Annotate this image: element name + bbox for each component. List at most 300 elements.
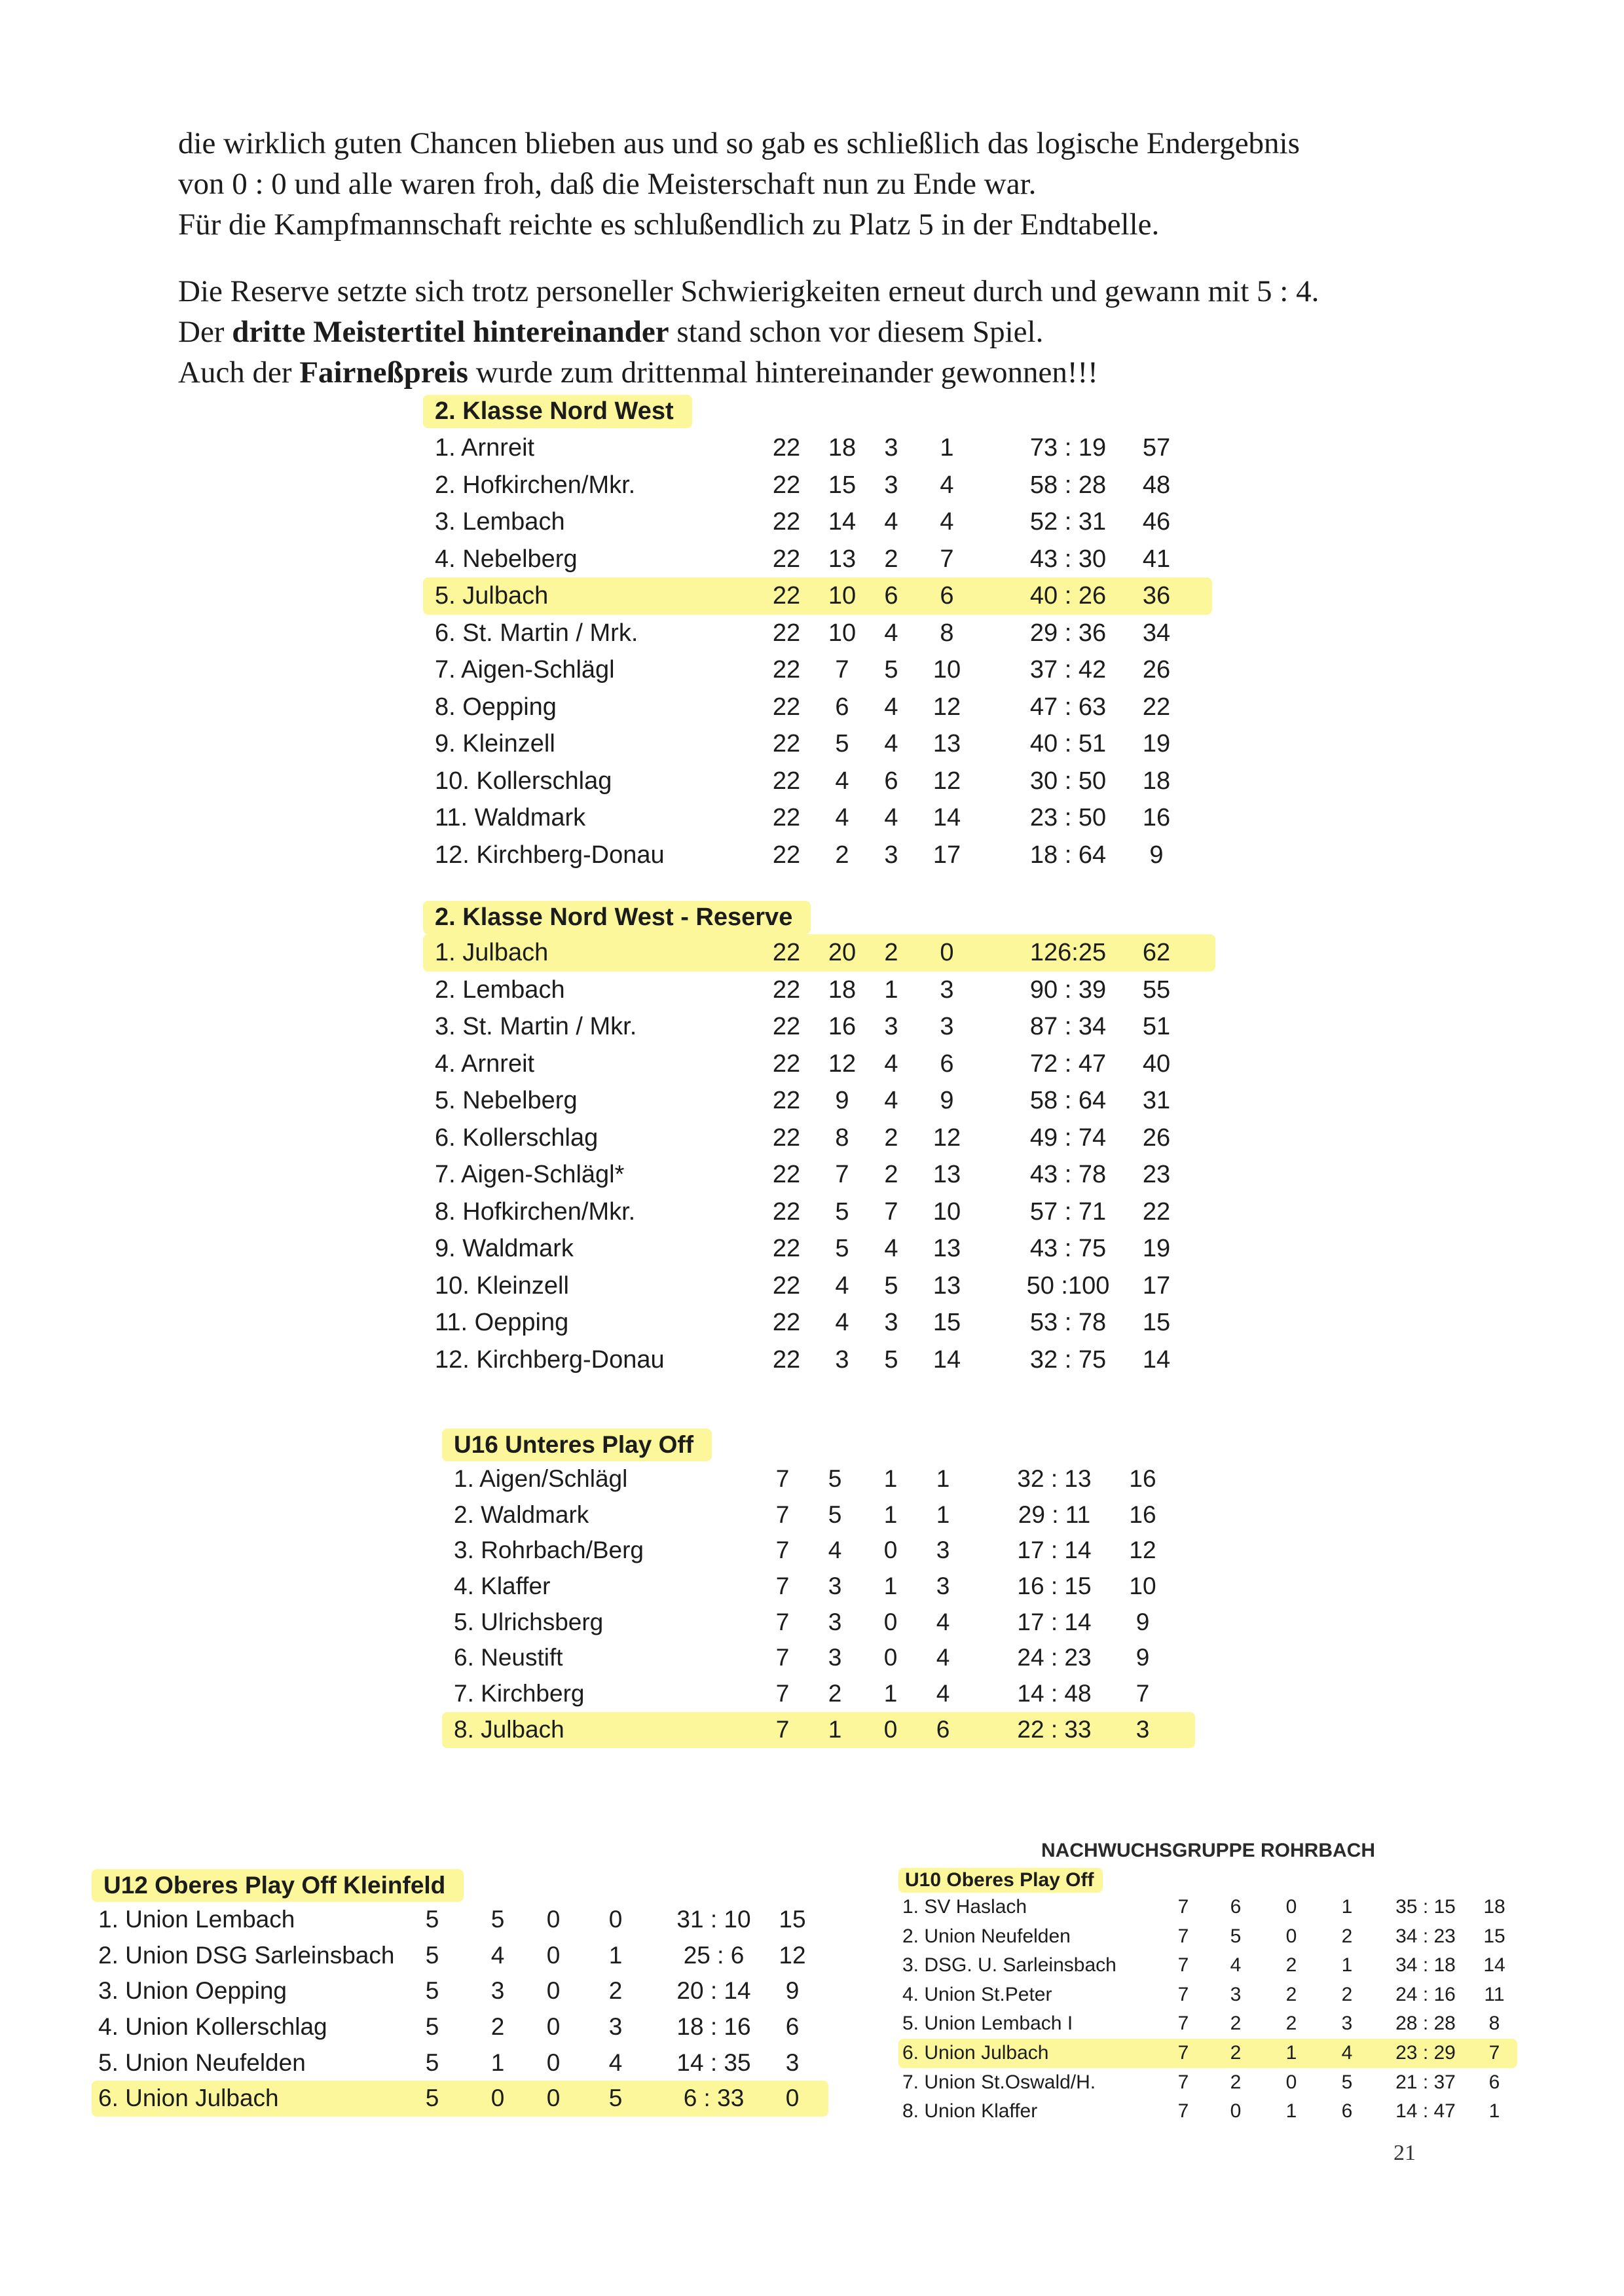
standings-table-u12 <box>92 1869 832 2117</box>
cell-u: 2 <box>1285 1983 1297 2005</box>
cell-s: 14 <box>828 508 857 536</box>
table-row <box>92 1902 832 1938</box>
cell-sp: 22 <box>772 939 801 966</box>
cell-team: 12. Kirchberg-Donau <box>435 1345 665 1374</box>
cell-s: 2 <box>1230 2041 1242 2064</box>
table-row <box>898 1951 1527 1980</box>
cell-team: 5. Ulrichsberg <box>454 1608 604 1635</box>
cell-sp: 22 <box>772 1123 801 1152</box>
cell-u: 3 <box>884 1013 898 1040</box>
cell-pkt: 6 <box>1488 2071 1500 2093</box>
cell-s: 8 <box>835 1123 849 1152</box>
cell-n: 2 <box>1341 1925 1353 1947</box>
cell-s: 2 <box>828 1680 842 1707</box>
cell-n: 4 <box>940 508 954 536</box>
cell-s: 10 <box>828 619 857 647</box>
cell-team: 8. Union Klaffer <box>902 2100 1038 2123</box>
cell-team: 4. Nebelberg <box>435 545 578 573</box>
cell-tore: 24 : 16 <box>1395 1983 1456 2005</box>
cell-sp: 5 <box>425 2049 439 2076</box>
cell-n: 7 <box>940 545 954 573</box>
cell-n: 1 <box>1341 1954 1353 1977</box>
cell-n: 1 <box>1341 1896 1353 1918</box>
cell-s: 3 <box>835 1345 849 1374</box>
standings-table-nord-west <box>423 395 1242 873</box>
cell-pkt: 26 <box>1142 1123 1171 1152</box>
cell-s: 2 <box>1230 2071 1242 2093</box>
cell-sp: 22 <box>772 841 801 869</box>
intro-line: Die Reserve setzte sich trotz personeller Schwierigkeiten erneut durch und gewann mit 5 : 4. <box>178 274 1320 308</box>
cell-tore: 18 : 16 <box>676 2013 751 2041</box>
cell-pkt: 7 <box>1488 2041 1500 2064</box>
table-row <box>92 2009 832 2045</box>
cell-n: 10 <box>932 656 961 683</box>
cell-u: 0 <box>546 2049 561 2076</box>
table-row <box>898 2009 1527 2039</box>
cell-pkt: 51 <box>1142 1013 1171 1040</box>
cell-n: 0 <box>940 939 954 966</box>
cell-sp: 22 <box>772 767 801 795</box>
table-row <box>898 2068 1527 2098</box>
cell-team: 4. Klaffer <box>454 1573 551 1600</box>
cell-team: 3. St. Martin / Mkr. <box>435 1013 637 1040</box>
cell-u: 0 <box>883 1608 898 1635</box>
cell-team: 3. DSG. U. Sarleinsbach <box>902 1954 1116 1977</box>
intro-line <box>178 312 1462 352</box>
cell-tore: 43 : 75 <box>1029 1235 1107 1262</box>
cell-s: 1 <box>828 1715 842 1743</box>
cell-pkt: 41 <box>1142 545 1171 573</box>
cell-n: 3 <box>940 1013 954 1040</box>
cell-sp: 7 <box>775 1537 790 1564</box>
cell-s: 6 <box>1230 1896 1242 1918</box>
cell-tore: 21 : 37 <box>1395 2071 1456 2093</box>
cell-sp: 22 <box>772 471 801 499</box>
cell-sp: 22 <box>772 582 801 610</box>
cell-s: 3 <box>828 1644 842 1671</box>
table-row <box>442 1533 1215 1569</box>
cell-tore: 52 : 31 <box>1029 508 1107 536</box>
cell-tore: 31 : 10 <box>676 1906 751 1933</box>
cell-n: 4 <box>936 1608 950 1635</box>
cell-tore: 50 :100 <box>1026 1271 1110 1300</box>
cell-pkt: 11 <box>1484 1983 1505 2005</box>
cell-team: 3. Union Oepping <box>98 1977 287 2005</box>
table-row <box>898 2097 1527 2126</box>
table-row <box>423 503 1242 541</box>
cell-pkt: 9 <box>1135 1644 1150 1671</box>
cell-tore: 28 : 28 <box>1395 2013 1456 2035</box>
cell-pkt: 18 <box>1483 1896 1505 1918</box>
cell-u: 1 <box>883 1501 898 1528</box>
cell-pkt: 19 <box>1142 1235 1171 1262</box>
standings-table-reserve <box>423 901 1242 1378</box>
cell-u: 3 <box>884 1309 898 1336</box>
cell-sp: 7 <box>775 1501 790 1528</box>
cell-team: 11. Waldmark <box>435 804 586 831</box>
cell-n: 4 <box>608 2049 623 2076</box>
cell-pkt: 18 <box>1142 767 1171 795</box>
cell-n: 8 <box>940 619 954 647</box>
table-row <box>898 1980 1527 2010</box>
cell-sp: 22 <box>772 1161 801 1188</box>
table-row <box>423 934 1215 972</box>
cell-u: 2 <box>884 545 898 573</box>
cell-sp: 22 <box>772 1345 801 1374</box>
intro-line: von 0 : 0 und alle waren froh, daß die Meisterschaft nun zu Ende war. <box>178 167 1037 201</box>
table-row <box>423 1267 1242 1305</box>
cell-sp: 22 <box>772 1197 801 1226</box>
cell-s: 12 <box>828 1049 857 1078</box>
cell-team: 6. Kollerschlag <box>435 1123 599 1152</box>
cell-n: 4 <box>936 1644 950 1671</box>
cell-n: 3 <box>936 1537 950 1564</box>
cell-tore: 57 : 71 <box>1029 1197 1107 1226</box>
cell-s: 18 <box>828 975 857 1004</box>
cell-u: 1 <box>1285 2100 1297 2123</box>
cell-sp: 7 <box>1177 1954 1189 1977</box>
cell-team: 10. Kleinzell <box>435 1271 569 1300</box>
cell-pkt: 12 <box>779 1941 806 1969</box>
cell-s: 2 <box>1230 2013 1242 2035</box>
table-row <box>442 1497 1215 1533</box>
cell-u: 1 <box>883 1680 898 1707</box>
cell-n: 1 <box>936 1465 950 1492</box>
cell-tore: 32 : 75 <box>1029 1345 1107 1374</box>
cell-pkt: 23 <box>1142 1161 1171 1188</box>
cell-team: 9. Waldmark <box>435 1235 574 1262</box>
cell-sp: 22 <box>772 1013 801 1040</box>
intro-line: Für die Kampfmannschaft reichte es schlußendlich zu Platz 5 in der Endtabelle. <box>178 208 1160 242</box>
table-row <box>442 1461 1215 1497</box>
cell-pkt: 19 <box>1142 730 1171 757</box>
cell-n: 6 <box>1341 2100 1353 2123</box>
cell-u: 0 <box>883 1715 898 1743</box>
table-row <box>423 429 1242 467</box>
cell-tore: 18 : 64 <box>1029 841 1107 869</box>
cell-sp: 22 <box>772 434 801 462</box>
cell-sp: 5 <box>425 2085 439 2112</box>
table-row <box>92 2081 828 2117</box>
cell-tore: 35 : 15 <box>1395 1896 1456 1918</box>
cell-s: 0 <box>490 2085 505 2112</box>
cell-s: 5 <box>828 1465 842 1492</box>
cell-team: 6. St. Martin / Mrk. <box>435 619 638 647</box>
table-row <box>423 1046 1242 1083</box>
cell-s: 6 <box>835 693 849 721</box>
table-row <box>898 1922 1527 1952</box>
table-title: 2. Klasse Nord West <box>423 395 692 428</box>
table-row <box>423 615 1242 652</box>
cell-s: 7 <box>835 656 849 683</box>
cell-u: 0 <box>1285 1925 1297 1947</box>
cell-team: 2. Union Neufelden <box>902 1925 1071 1947</box>
cell-s: 15 <box>828 471 857 499</box>
cell-team: 8. Julbach <box>454 1715 564 1743</box>
table-title: 2. Klasse Nord West - Reserve <box>423 901 811 934</box>
cell-pkt: 36 <box>1142 582 1171 610</box>
cell-n: 5 <box>608 2085 623 2112</box>
standings-table-u16 <box>442 1429 1215 1748</box>
text-run: Auch der <box>178 355 300 390</box>
table-row <box>423 799 1242 837</box>
table-title: U12 Oberes Play Off Kleinfeld <box>92 1869 464 1902</box>
cell-tore: 22 : 33 <box>1017 1715 1092 1743</box>
table-row <box>423 1230 1242 1267</box>
table-row <box>423 972 1242 1009</box>
cell-u: 0 <box>546 1977 561 2005</box>
cell-s: 9 <box>835 1087 849 1114</box>
cell-u: 0 <box>1285 2071 1297 2093</box>
table-row <box>92 1973 832 2009</box>
cell-s: 18 <box>828 434 857 462</box>
cell-u: 0 <box>1285 1896 1297 1918</box>
cell-n: 14 <box>932 804 961 831</box>
cell-n: 13 <box>932 1271 961 1300</box>
text-run: wurde zum drittenmal hintereinander gewonnen!!! <box>468 355 1098 390</box>
cell-u: 5 <box>884 1271 898 1300</box>
cell-n: 0 <box>608 1906 623 1933</box>
cell-sp: 22 <box>772 804 801 831</box>
cell-tore: 43 : 30 <box>1029 545 1107 573</box>
cell-u: 5 <box>884 656 898 683</box>
cell-sp: 22 <box>772 508 801 536</box>
cell-sp: 7 <box>1177 2100 1189 2123</box>
cell-tore: 49 : 74 <box>1029 1123 1107 1152</box>
cell-n: 13 <box>932 1161 961 1188</box>
cell-s: 4 <box>835 1309 849 1336</box>
cell-pkt: 15 <box>779 1906 806 1933</box>
cell-n: 3 <box>936 1573 950 1600</box>
table-row <box>423 1008 1242 1046</box>
cell-u: 4 <box>884 619 898 647</box>
cell-team: 12. Kirchberg-Donau <box>435 841 665 869</box>
cell-pkt: 14 <box>1142 1345 1171 1374</box>
cell-team: 1. SV Haslach <box>902 1896 1027 1918</box>
cell-s: 5 <box>835 1235 849 1262</box>
cell-pkt: 12 <box>1129 1537 1156 1564</box>
cell-n: 1 <box>940 434 954 462</box>
cell-u: 4 <box>884 1049 898 1078</box>
cell-tore: 34 : 18 <box>1395 1954 1456 1977</box>
cell-team: 5. Julbach <box>435 582 549 610</box>
cell-sp: 5 <box>425 1906 439 1933</box>
cell-sp: 7 <box>775 1608 790 1635</box>
cell-n: 15 <box>932 1309 961 1336</box>
cell-s: 3 <box>828 1573 842 1600</box>
cell-n: 1 <box>936 1501 950 1528</box>
cell-pkt: 16 <box>1142 804 1171 831</box>
cell-pkt: 48 <box>1142 471 1171 499</box>
cell-sp: 7 <box>1177 1983 1189 2005</box>
cell-sp: 22 <box>772 730 801 757</box>
cell-pkt: 34 <box>1142 619 1171 647</box>
cell-u: 0 <box>546 2013 561 2041</box>
cell-u: 1 <box>1285 2041 1297 2064</box>
cell-pkt: 26 <box>1142 656 1171 683</box>
cell-team: 3. Rohrbach/Berg <box>454 1537 644 1564</box>
cell-s: 4 <box>828 1537 842 1564</box>
table-row <box>423 763 1242 800</box>
cell-tore: 87 : 34 <box>1029 1013 1107 1040</box>
table-row <box>442 1676 1215 1712</box>
cell-pkt: 31 <box>1142 1087 1171 1114</box>
cell-team: 4. Arnreit <box>435 1049 535 1078</box>
cell-s: 0 <box>1230 2100 1242 2123</box>
cell-tore: 47 : 63 <box>1029 693 1107 721</box>
cell-team: 8. Hofkirchen/Mkr. <box>435 1197 636 1226</box>
cell-sp: 22 <box>772 693 801 721</box>
table-title: U10 Oberes Play Off <box>898 1868 1103 1893</box>
cell-n: 3 <box>940 975 954 1004</box>
cell-tore: 6 : 33 <box>683 2085 745 2112</box>
cell-tore: 40 : 51 <box>1029 730 1107 757</box>
cell-team: 2. Hofkirchen/Mkr. <box>435 471 636 499</box>
cell-team: 10. Kollerschlag <box>435 767 612 795</box>
cell-pkt: 15 <box>1142 1309 1171 1336</box>
cell-sp: 22 <box>772 619 801 647</box>
cell-s: 2 <box>490 2013 505 2041</box>
cell-u: 1 <box>883 1573 898 1600</box>
cell-team: 4. Union Kollerschlag <box>98 2013 327 2041</box>
cell-s: 2 <box>835 841 849 869</box>
table-row <box>423 577 1212 615</box>
cell-s: 4 <box>835 1271 849 1300</box>
cell-pkt: 3 <box>785 2049 800 2076</box>
cell-sp: 7 <box>775 1573 790 1600</box>
cell-n: 1 <box>608 1941 623 1969</box>
cell-tore: 43 : 78 <box>1029 1161 1107 1188</box>
cell-tore: 32 : 13 <box>1017 1465 1092 1492</box>
cell-u: 1 <box>884 975 898 1004</box>
cell-sp: 7 <box>1177 2041 1189 2064</box>
cell-u: 0 <box>546 1906 561 1933</box>
cell-u: 6 <box>884 582 898 610</box>
cell-pkt: 22 <box>1142 1197 1171 1226</box>
table-row <box>442 1712 1195 1748</box>
cell-pkt: 6 <box>785 2013 800 2041</box>
table-row <box>423 1082 1242 1120</box>
cell-s: 5 <box>490 1906 505 1933</box>
cell-n: 4 <box>936 1680 950 1707</box>
table-title: U16 Unteres Play Off <box>442 1429 712 1461</box>
cell-n: 6 <box>936 1715 950 1743</box>
cell-team: 7. Kirchberg <box>454 1680 585 1707</box>
cell-n: 4 <box>1341 2041 1353 2064</box>
cell-team: 5. Union Neufelden <box>98 2049 306 2076</box>
cell-n: 3 <box>608 2013 623 2041</box>
table-row <box>423 837 1242 874</box>
table-row <box>442 1569 1215 1605</box>
table-row <box>423 467 1242 504</box>
cell-sp: 7 <box>1177 1896 1189 1918</box>
cell-tore: 58 : 64 <box>1029 1087 1107 1114</box>
cell-sp: 7 <box>775 1465 790 1492</box>
cell-n: 14 <box>932 1345 961 1374</box>
cell-tore: 29 : 36 <box>1029 619 1107 647</box>
cell-pkt: 62 <box>1142 939 1171 966</box>
cell-sp: 7 <box>1177 2013 1189 2035</box>
cell-tore: 20 : 14 <box>676 1977 751 2005</box>
cell-sp: 5 <box>425 1977 439 2005</box>
standings-table-u10 <box>898 1868 1527 2126</box>
cell-team: 7. Aigen-Schlägl* <box>435 1161 625 1188</box>
cell-pkt: 10 <box>1129 1573 1156 1600</box>
intro-line <box>178 352 1462 393</box>
cell-team: 1. Julbach <box>435 939 549 966</box>
table-row <box>423 1341 1242 1379</box>
cell-n: 12 <box>932 693 961 721</box>
cell-n: 2 <box>608 1977 623 2005</box>
cell-team: 5. Nebelberg <box>435 1087 578 1114</box>
cell-u: 1 <box>883 1465 898 1492</box>
cell-tore: 23 : 29 <box>1395 2041 1456 2064</box>
cell-team: 1. Arnreit <box>435 434 535 462</box>
table-row <box>423 1120 1242 1157</box>
group-heading: NACHWUCHSGRUPPE ROHRBACH <box>1041 1840 1375 1861</box>
cell-n: 12 <box>932 1123 961 1152</box>
cell-tore: 14 : 35 <box>676 2049 751 2076</box>
cell-n: 3 <box>1341 2013 1353 2035</box>
cell-tore: 30 : 50 <box>1029 767 1107 795</box>
cell-u: 0 <box>883 1644 898 1671</box>
cell-team: 6. Union Julbach <box>98 2085 279 2112</box>
cell-pkt: 3 <box>1135 1715 1150 1743</box>
cell-sp: 7 <box>775 1680 790 1707</box>
cell-sp: 7 <box>1177 1925 1189 1947</box>
cell-pkt: 14 <box>1483 1954 1505 1977</box>
cell-s: 4 <box>835 804 849 831</box>
cell-n: 5 <box>1341 2071 1353 2093</box>
intro-text <box>178 123 1462 393</box>
cell-u: 6 <box>884 767 898 795</box>
text-run: stand schon vor diesem Spiel. <box>669 315 1044 349</box>
cell-tore: 73 : 19 <box>1029 434 1107 462</box>
cell-tore: 34 : 23 <box>1395 1925 1456 1947</box>
table-row <box>898 2039 1517 2068</box>
cell-team: 6. Neustift <box>454 1644 563 1671</box>
cell-u: 2 <box>1285 2013 1297 2035</box>
cell-pkt: 9 <box>1135 1608 1150 1635</box>
cell-s: 4 <box>835 767 849 795</box>
cell-sp: 22 <box>772 656 801 683</box>
cell-n: 9 <box>940 1087 954 1114</box>
cell-n: 12 <box>932 767 961 795</box>
cell-s: 13 <box>828 545 857 573</box>
cell-s: 3 <box>1230 1983 1242 2005</box>
cell-tore: 14 : 48 <box>1017 1680 1092 1707</box>
cell-u: 2 <box>1285 1954 1297 1977</box>
page-number: 21 <box>1393 2141 1416 2165</box>
cell-team: 11. Oepping <box>435 1309 569 1336</box>
table-row <box>423 1304 1242 1341</box>
cell-s: 4 <box>490 1941 505 1969</box>
cell-pkt: 17 <box>1142 1271 1171 1300</box>
cell-n: 13 <box>932 730 961 757</box>
cell-s: 16 <box>828 1013 857 1040</box>
cell-s: 3 <box>828 1608 842 1635</box>
cell-team: 7. Union St.Oswald/H. <box>902 2071 1096 2093</box>
bold-text-run: dritte Meistertitel hintereinander <box>232 315 669 349</box>
cell-u: 4 <box>884 508 898 536</box>
cell-tore: 90 : 39 <box>1029 975 1107 1004</box>
cell-tore: 16 : 15 <box>1017 1573 1092 1600</box>
cell-tore: 29 : 11 <box>1018 1501 1091 1528</box>
table-row <box>423 689 1242 726</box>
cell-pkt: 9 <box>785 1977 800 2005</box>
cell-pkt: 15 <box>1483 1925 1505 1947</box>
cell-s: 7 <box>835 1161 849 1188</box>
